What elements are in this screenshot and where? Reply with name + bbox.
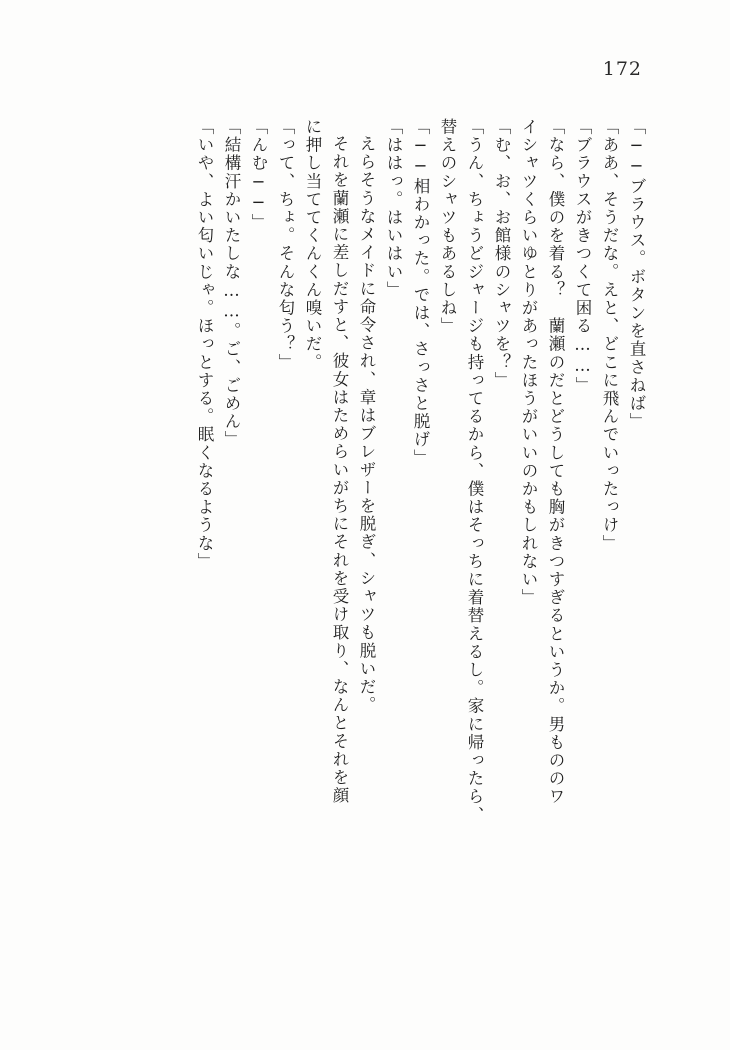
text-line: イシャツくらいゆとりがあったほうがいいのかもしれない」 — [519, 118, 538, 607]
text-line: に押し当ててくんくん嗅いだ。 — [303, 118, 322, 372]
page-number: 172 — [602, 58, 642, 80]
vertical-text-body — [86, 118, 646, 824]
text-line: 「む、お、お館様のシャツを？」 — [492, 118, 511, 390]
text-line: 「ああ、そうだな。えと、どこに飛んでいったっけ」 — [600, 118, 619, 553]
text-line: それを蘭瀬に差しだすと、彼女はためらいがちにそれを受け取り、なんとそれを顔 — [330, 135, 349, 805]
text-line: 「ははっ。はいはい」 — [384, 118, 403, 299]
text-line: 「って、ちょ。そんな匂う？」 — [276, 118, 295, 372]
text-line: 「いや、よい匂いじゃ。ほっとする。眠くなるような」 — [195, 118, 214, 571]
text-line: 「ブラウスがきつくて困る……」 — [573, 118, 592, 395]
text-line: 「なら、僕のを着る？ 蘭瀬のだとどうしても胸がきつすぎるというか。男もののワ — [546, 118, 565, 806]
text-line: 「──相わかった。では、さっさと脱げ」 — [411, 118, 430, 467]
text-line: 替えのシャツもあるしね」 — [438, 118, 457, 336]
text-line: えらそうなメイドに命令され、章はブレザーを脱ぎ、シャツも脱いだ。 — [357, 135, 376, 715]
text-line: 「んむ──」 — [249, 118, 268, 232]
text-line: 「結構汗かいたしな……。ご、ごめん」 — [222, 118, 241, 449]
text-line: 「うん、ちょうどジャージも持ってるから、僕はそっちに着替えるし。家に帰ったら、 — [465, 118, 484, 824]
text-line: 「──ブラウス。ボタンを直さねば」 — [627, 118, 646, 431]
